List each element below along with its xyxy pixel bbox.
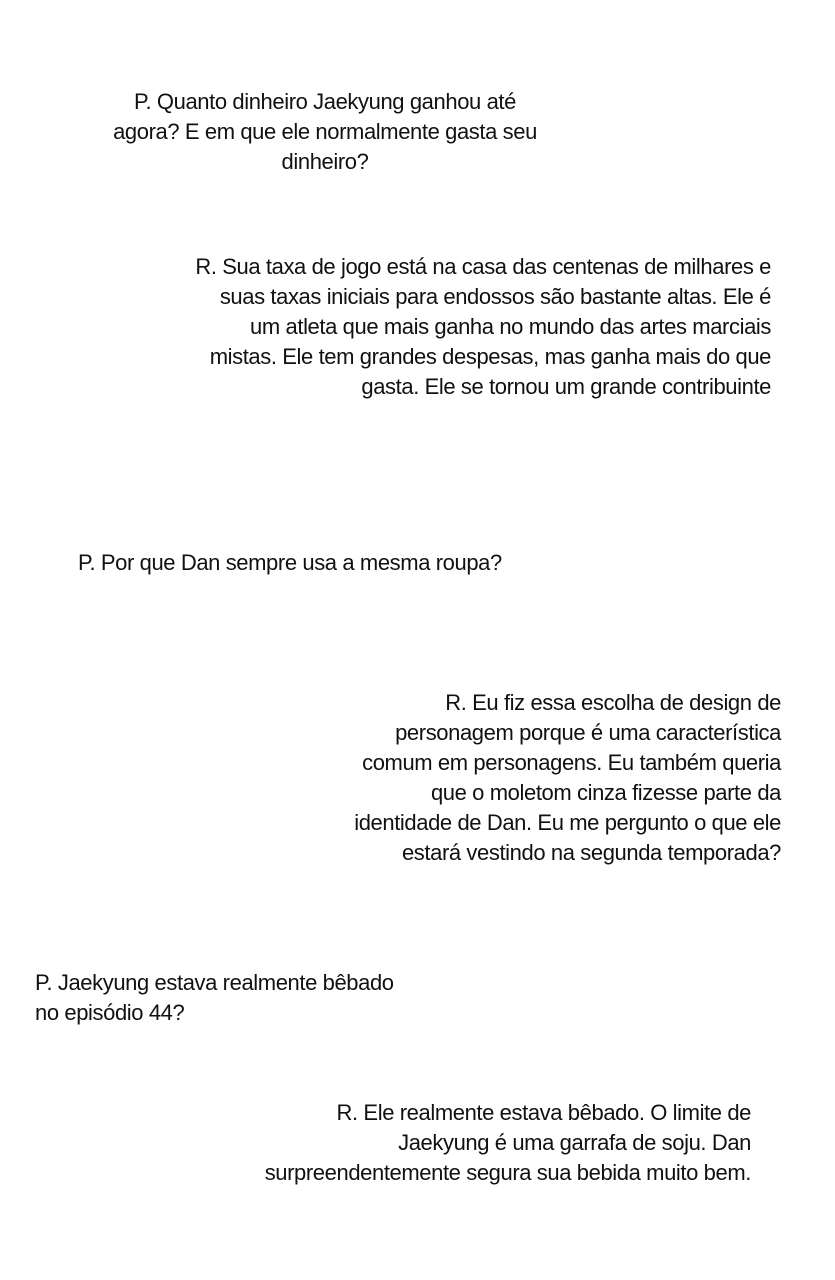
question-1-line: agora? E em que ele normalmente gasta seu [113,119,537,144]
question-3-line: no episódio 44? [35,1000,185,1025]
question-2 [78,548,578,578]
answer-2-line: identidade de Dan. Eu me pergunto o que ele [354,810,781,835]
answer-2-line: personagem porque é uma característica [395,720,781,745]
question-3-line: P. Jaekyung estava realmente bêbado [35,970,394,995]
answer-1-line: um atleta que mais ganha no mundo das artes marciais [250,314,771,339]
question-1-line: dinheiro? [281,149,369,174]
question-1-line: P. Quanto dinheiro Jaekyung ganhou até [134,89,516,114]
question-3 [35,968,495,1028]
answer-3 [150,1098,751,1188]
answer-2-line: estará vestindo na segunda temporada? [401,840,781,865]
answer-1-line: suas taxas iniciais para endossos são bastante altas. Ele é [219,284,771,309]
answer-3-line: R. Ele realmente estava bêbado. O limite de [336,1100,751,1125]
answer-1-line: gasta. Ele se tornou um grande contribuinte [361,374,771,399]
answer-1 [60,252,771,402]
answer-1-line: R. Sua taxa de jogo está na casa das centenas de milhares e [195,254,771,279]
answer-2-line: que o moletom cinza fizesse parte da [430,780,781,805]
answer-2 [200,688,781,868]
answer-2-line: R. Eu fiz essa escolha de design de [445,690,781,715]
question-1 [80,87,570,177]
question-2-line: P. Por que Dan sempre usa a mesma roupa? [78,550,502,575]
answer-3-line: Jaekyung é uma garrafa de soju. Dan [398,1130,751,1155]
answer-3-line: surpreendentemente segura sua bebida muito bem. [264,1160,751,1185]
answer-2-line: comum em personagens. Eu também queria [362,750,781,775]
answer-1-line: mistas. Ele tem grandes despesas, mas ganha mais do que [209,344,771,369]
